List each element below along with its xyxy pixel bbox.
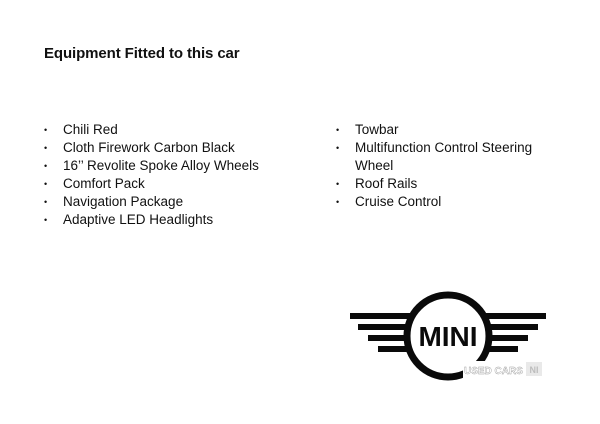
list-item: • Comfort Pack [44,175,314,193]
region-label: NI [529,365,539,375]
list-item: • 16’’ Revolite Spoke Alloy Wheels [44,157,314,175]
logo-wing-stripe [482,313,546,319]
list-item: • Towbar [336,121,536,139]
logo-wing-stripe [350,313,414,319]
mini-used-cars-logo [348,290,548,386]
list-item: • Roof Rails [336,175,536,193]
equipment-list-right [336,121,536,211]
list-item: • Navigation Package [44,193,314,211]
list-item: • Cloth Firework Carbon Black [44,139,314,157]
dealer-label: USED CARS [464,366,523,377]
list-item: • Cruise Control [336,193,536,211]
page-title: Equipment Fitted to this car [44,45,240,62]
logo-wordmark: MINI [418,321,478,352]
list-item: • Chili Red [44,121,314,139]
list-item: • Multifunction Control Steering Wheel [336,139,536,175]
equipment-list-left [44,121,314,229]
list-item: • Adaptive LED Headlights [44,211,314,229]
